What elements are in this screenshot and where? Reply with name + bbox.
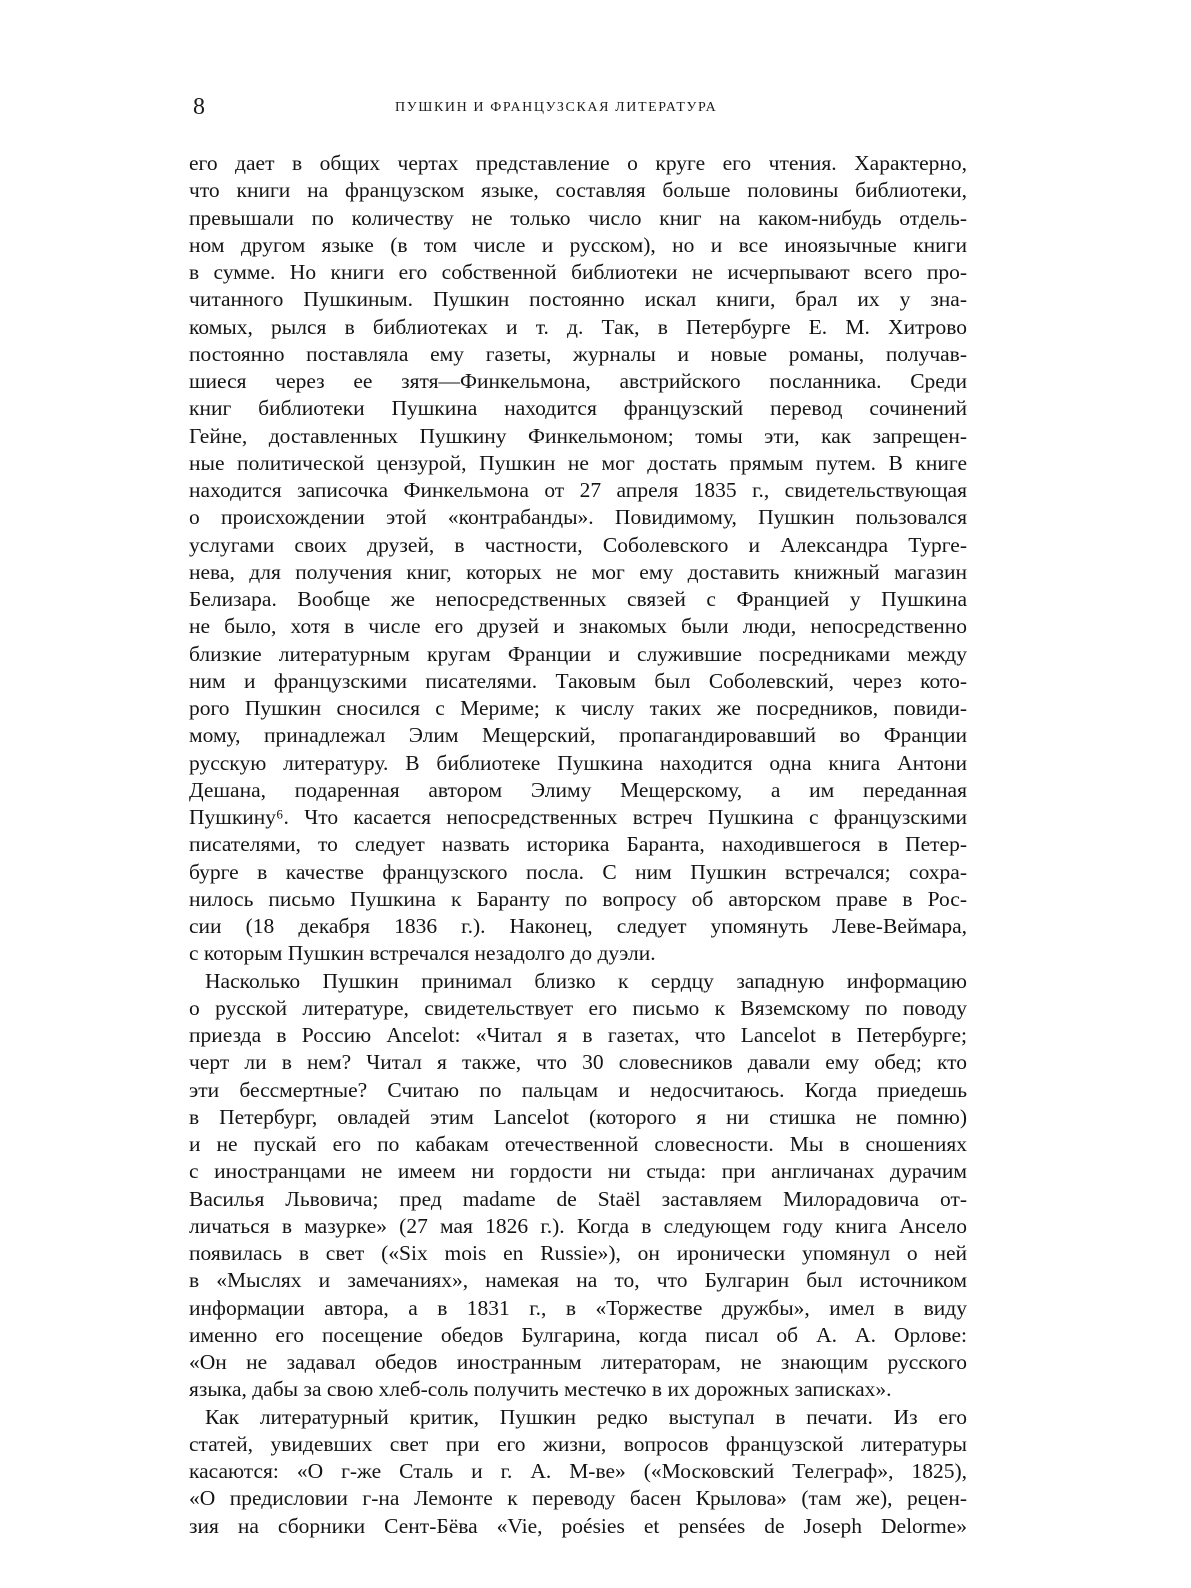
text-line: ним и французскими писателями. Таковым был Соболевский, через кото- [189,668,967,693]
text-line: близкие литературным кругам Франции и служившие посредниками между [189,641,967,666]
text-line: нилось письмо Пушкина к Баранту по вопросу об авторском праве в Рос- [189,886,967,911]
page-number: 8 [193,94,205,120]
text-line: бурге в качестве французского посла. С ним Пушкин встречался; сохра- [189,859,967,884]
text-line: Как литературный критик, Пушкин редко выступал в печати. Из его [205,1404,967,1429]
text-line: языка, дабы за свою хлеб-соль получить местечко в их дорожных записках». [189,1377,892,1402]
text-line: с которым Пушкин встречался незадолго до дуэли. [189,941,656,966]
text-line: Пушкину⁶. Что касается непосредственных встреч Пушкина с французскими [189,805,967,829]
text-line: и не пускай его по кабакам отечественной словесности. Мы в сношениях [189,1132,967,1156]
text-line: книг библиотеки Пушкина находится французский перевод сочинений [189,396,967,421]
text-line: находится записочка Финкельмона от 27 апреля 1835 г., свидетельствующая [189,478,967,502]
text-line: его дает в общих чертах представление о круге его чтения. Характерно, [189,151,967,175]
text-line: не было, хотя в числе его друзей и знакомых были люди, непосредственно [189,614,967,639]
text-line: в Петербург, овладей этим Lancelot (которого я ни стишка не помню) [189,1104,967,1129]
text-line: рого Пушкин сносился с Мериме; к числу таких же посредников, повиди- [189,696,967,720]
text-line: статей, увидевших свет при его жизни, вопросов французской литературы [189,1431,967,1456]
text-line: Гейне, доставленных Пушкину Финкельмоном; томы эти, как запрещен- [189,423,967,448]
text-line: «Он не задавал обедов иностранным литераторам, не знающим русского [189,1350,967,1374]
text-line: зия на сборники Сент-Бёва «Vie, poésies et pensées de Joseph Delorme» [189,1513,967,1538]
text-line: превышали по количеству не только число книг на каком-нибудь отдель- [189,205,967,230]
text-line: «О предисловии г-на Лемонте к переводу басен Крылова» (там же), рецен- [189,1486,967,1511]
text-line: с иностранцами не имеем ни гордости ни стыда: при англичанах дурачим [189,1159,967,1184]
text-line: что книги на французском языке, составляя больше половины библиотеки, [189,178,967,203]
text-line: в сумме. Но книги его собственной библиотеки не исчерпывают всего про- [189,260,967,284]
text-line: комых, рылся в библиотеках и т. д. Так, в Петербурге Е. М. Хитрово [189,314,967,339]
text-line: мому, принадлежал Элим Мещерский, пропагандировавший во Франции [189,723,967,748]
text-line: касаются: «О г-же Сталь и г. А. М-ве» («Московский Телеграф», 1825), [189,1459,967,1483]
text-line: в «Мыслях и замечаниях», намекая на то, что Булгарин был источником [189,1268,967,1293]
text-line: ном другом языке (в том числе и русском), но и все иноязычные книги [189,232,967,257]
text-line: эти бессмертные? Считаю по пальцам и недосчитаюсь. Когда приедешь [189,1077,967,1102]
text-line: приезда в Россию Ancelot: «Читал я в газетах, что Lancelot в Петербурге; [189,1023,967,1047]
text-line: о происхождении этой «контрабанды». Повидимому, Пушкин пользовался [189,505,967,530]
body-text [189,150,967,1540]
text-line: о русской литературе, свидетельствует его письмо к Вяземскому по поводу [189,995,967,1020]
text-line: появилась в свет («Six mois en Russie»), он иронически упомянул о ней [189,1241,967,1265]
text-line: Насколько Пушкин принимал близко к сердцу западную информацию [205,968,967,993]
text-line: черт ли в нем? Читал я также, что 30 словесников давали ему обед; кто [189,1050,967,1075]
text-line: именно его посещение обедов Булгарина, когда писал об А. А. Орлове: [189,1322,967,1347]
text-line: Белизара. Вообще же непосредственных связей с Францией у Пушкина [189,587,967,611]
text-line: ные политической цензурой, Пушкин не мог достать прямым путем. В книге [189,450,967,475]
text-line: шиеся через ее зятя—Финкельмона, австрийского посланника. Среди [189,369,967,393]
text-line: постоянно поставляла ему газеты, журналы и новые романы, получав- [189,341,967,366]
text-line: русскую литературу. В библиотеке Пушкина находится одна книга Антони [189,750,967,775]
text-line: писателями, то следует назвать историка Баранта, находившегося в Петер- [189,832,967,857]
text-line: Дешана, подаренная автором Элиму Мещерскому, а им переданная [189,777,967,802]
text-line: нева, для получения книг, которых не мог ему доставить книжный магазин [189,559,967,584]
text-line: Василья Львовича; пред madame de Staël заставляем Милорадовича от- [189,1186,967,1211]
text-line: читанного Пушкиным. Пушкин постоянно искал книги, брал их у зна- [189,287,967,312]
text-line: личаться в мазурке» (27 мая 1826 г.). Когда в следующем году книга Ансело [189,1213,967,1238]
text-line: услугами своих друзей, в частности, Соболевского и Александра Турге- [189,532,967,557]
text-line: сии (18 декабря 1836 г.). Наконец, следует упомянуть Леве-Веймара, [189,914,967,938]
running-head: ПУШКИН И ФРАНЦУЗСКАЯ ЛИТЕРАТУРА [395,100,718,115]
text-line: информации автора, а в 1831 г., в «Торжестве дружбы», имел в виду [189,1295,967,1320]
